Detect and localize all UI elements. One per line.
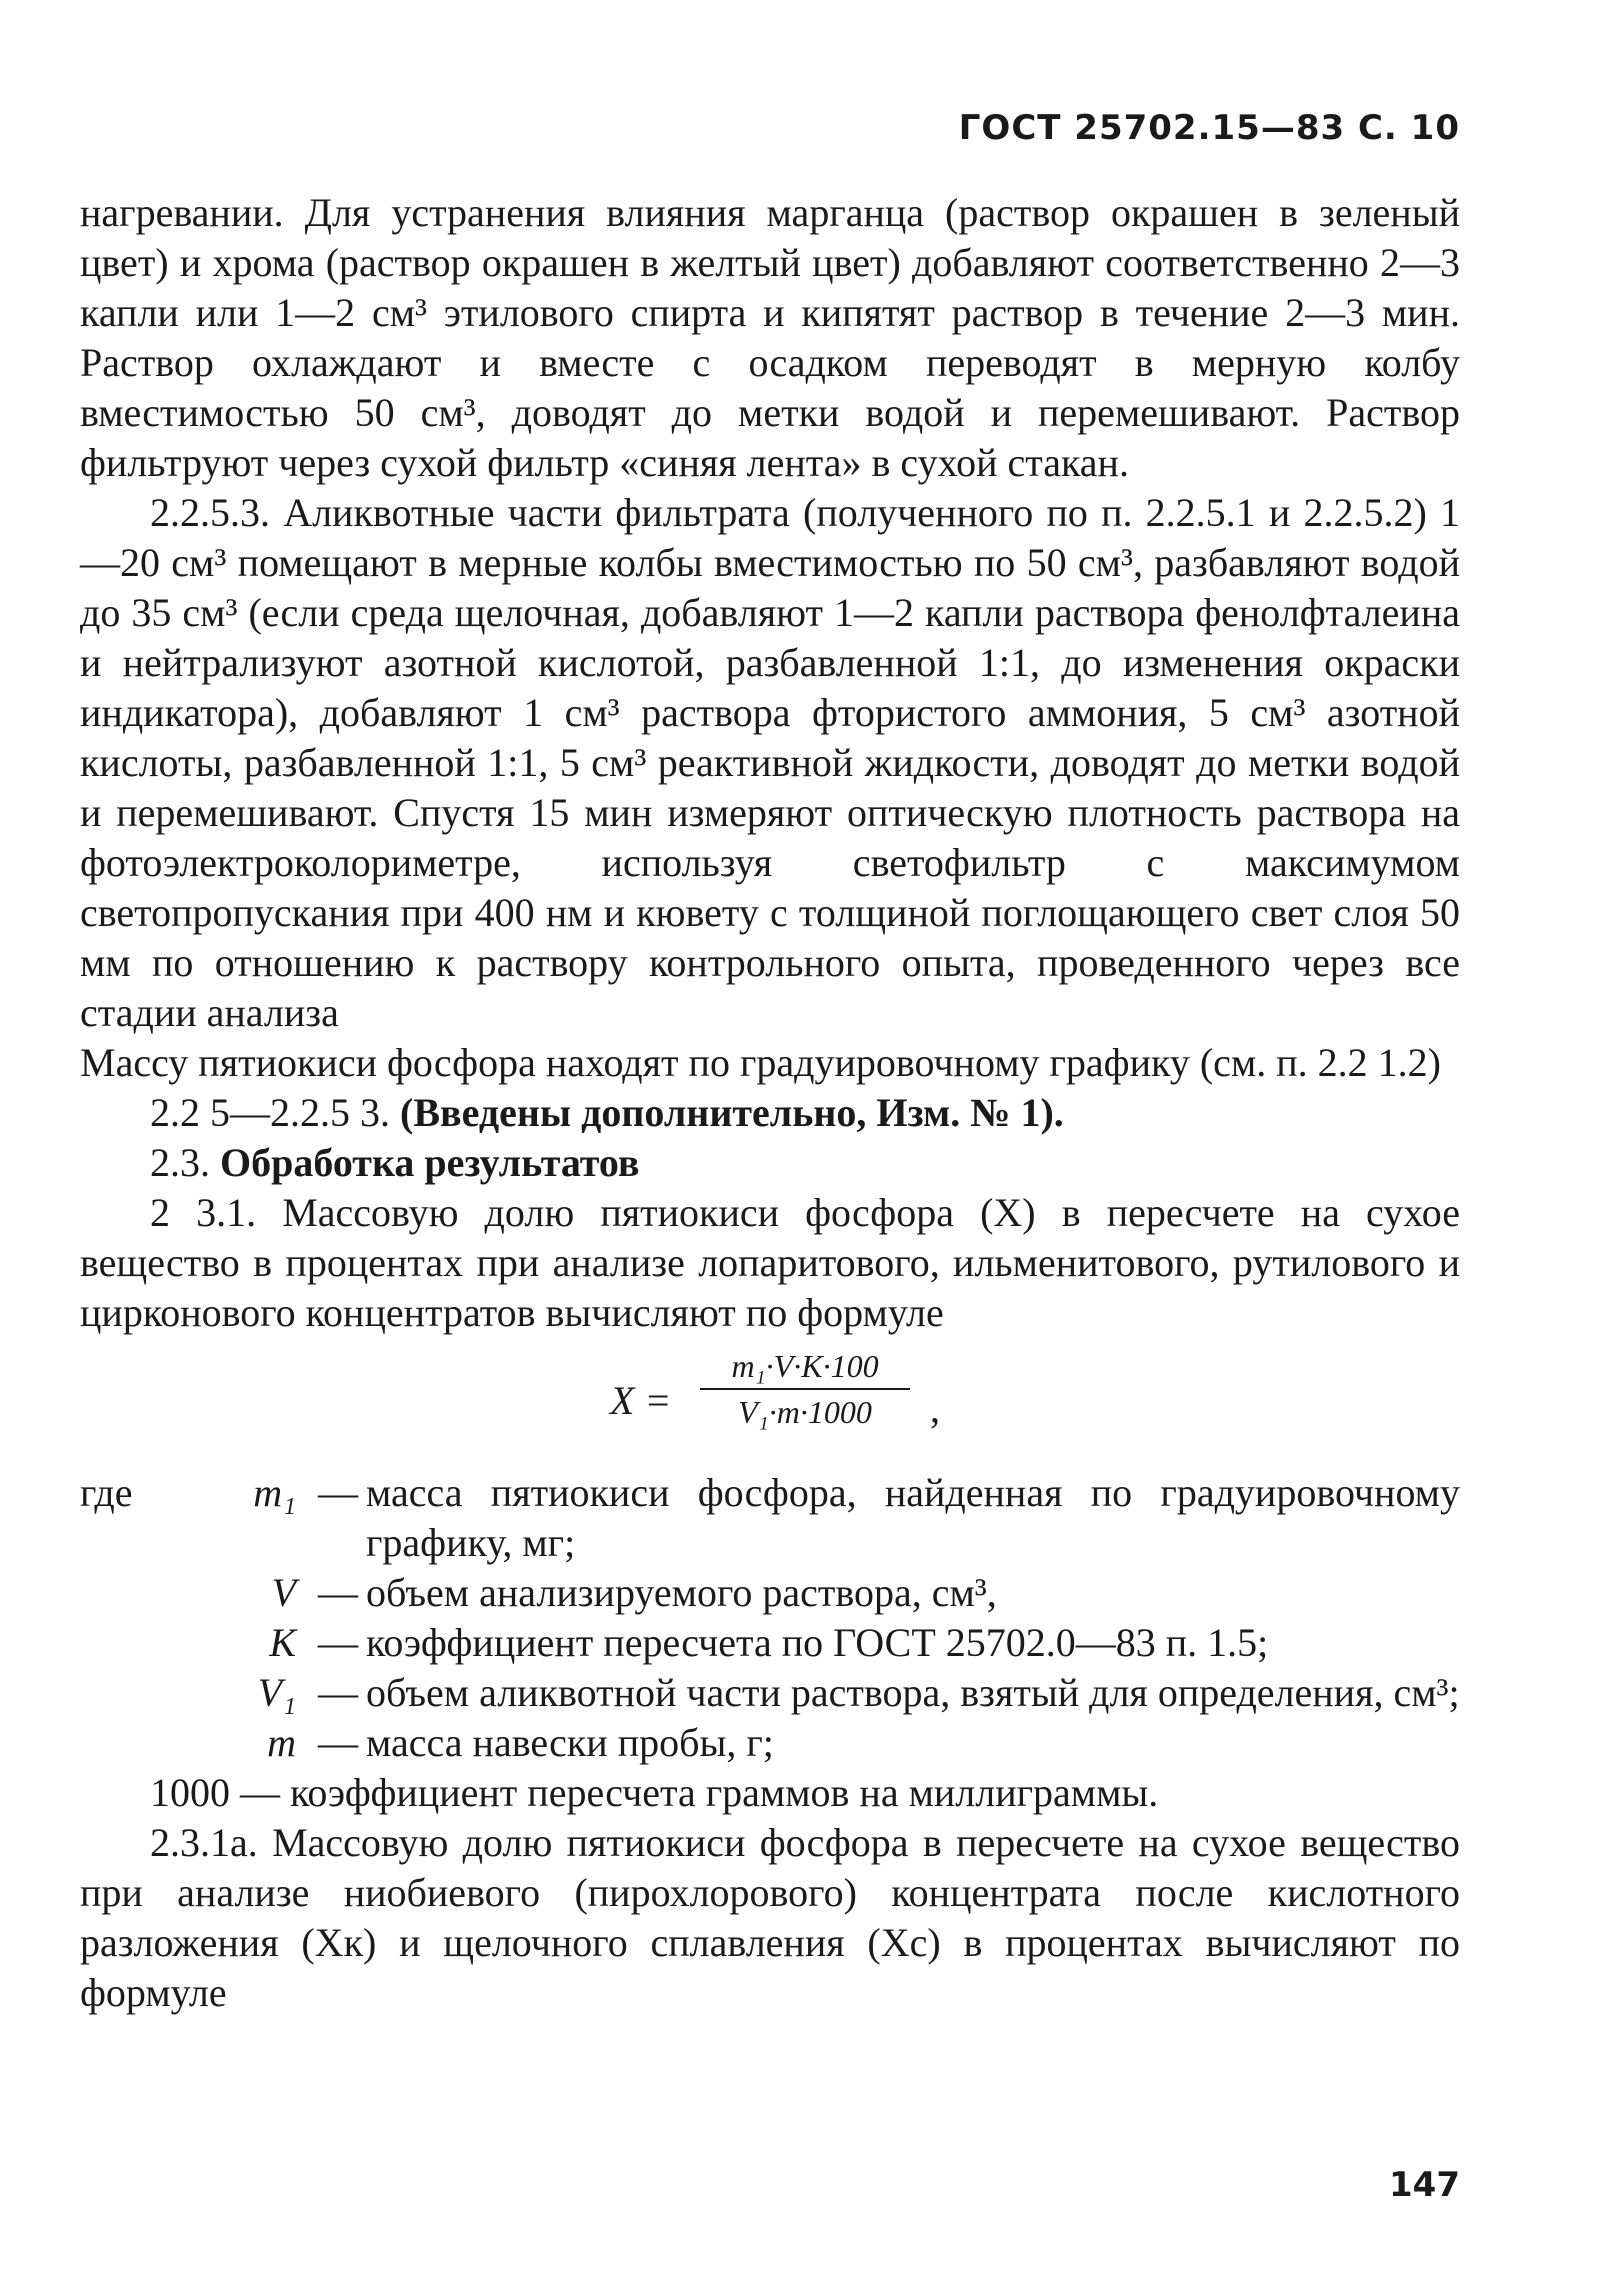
section-title: Обработка результатов (220, 1140, 640, 1185)
paragraph-amendment (80, 1088, 1460, 1138)
formula-lhs: X = (610, 1378, 672, 1423)
definition-text: объем анализируемого раствора, см³, (366, 1570, 997, 1615)
paragraph-mass-graph: Массу пятиокиси фосфора находят по градуировочному графику (см. п. 2.2 1.2) (80, 1040, 1441, 1085)
definition-text: объем аликвотной части раствора, взятый для определения, см³; (366, 1670, 1460, 1715)
definition-symbol: V (271, 1570, 296, 1615)
definition-text: масса пятиокиси фосфора, найденная по градуировочному графику, мг; (366, 1470, 1460, 1565)
paragraph-2-3-1: 2 3.1. Массовую долю пятиокиси фосфора (X) в пересчете на сухое вещество в процентах при анализе лопаритового, ильменитового, рутилового и цирконового концентратов вычисляют по формуле (80, 1190, 1460, 1335)
formula-denominator: V₁·m·1000 (738, 1394, 872, 1430)
definition-label (80, 1468, 310, 1568)
page-header: ГОСТ 25702.15—83 С. 10 (958, 108, 1460, 148)
document-page (80, 0, 1460, 2288)
formula-block (80, 1338, 1460, 1468)
fraction-bar (700, 1388, 910, 1390)
definitions-list (80, 1468, 1460, 1768)
page-number: 147 (1389, 2165, 1460, 2205)
formula-numerator: m₁·V·K·100 (731, 1348, 879, 1384)
paragraph-2-2-5-3: 2.2.5.3. Аликвотные части фильтрата (полученного по п. 2.2.5.1 и 2.2.5.2) 1—20 см³ помещают в мерные колбы вместимостью по 50 см³, разбавляют водой до 35 см³ (если среда щелочная, добавляют 1—2 капли раствора фенолфталеина и нейтрализуют азотной кислотой, разбавленной 1:1, до изменения окраски индикатора), добавляют 1 см³ раствора фтористого аммония, 5 см³ азотной кислоты, разбавленной 1:1, 5 см³ реактивной жидкости, доводят до метки водой и перемешивают. Спустя 15 мин измеряют оптическую плотность раствора на фотоэлектроколориметре, используя светофильтр с максимумом светопропускания при 400 нм и кювету с толщиной поглощающего свет слоя 50 мм по отношению к раствору контрольного опыта, проведенного через все стадии анализа (80, 490, 1460, 1035)
definition-row (80, 1568, 1460, 1618)
definition-dash: — (318, 1670, 358, 1715)
section-number: 2.3. (150, 1140, 220, 1185)
definition-symbol: m (267, 1720, 296, 1765)
definition-dash: — (318, 1470, 358, 1515)
amendment-note: (Введены дополнительно, Изм. № 1). (400, 1090, 1064, 1135)
definition-text: коэффициент пересчета по ГОСТ 25702.0—83 п. 1.5; (366, 1620, 1269, 1665)
formula-fraction (700, 1346, 910, 1432)
paragraph-conversion: 1000 — коэффициент пересчета граммов на миллиграммы. (150, 1770, 1159, 1815)
section-heading (80, 1138, 1460, 1188)
definition-symbol: V₁ (257, 1670, 296, 1715)
definition-row (80, 1668, 1460, 1718)
definition-row (80, 1718, 1460, 1768)
definition-dash: — (318, 1570, 358, 1615)
definition-text: масса навески пробы, г; (366, 1720, 774, 1765)
definition-row (80, 1618, 1460, 1668)
definition-row (80, 1468, 1460, 1568)
amendment-ref: 2.2 5—2.2.5 3. (150, 1090, 400, 1135)
paragraph-2-3-1a: 2.3.1а. Массовую долю пятиокиси фосфора в пересчете на сухое вещество при анализе ниобиевого (пирохлорового) концентрата после кислотного разложения (Xк) и щелочного сплавления (Xс) в процентах вычисляют по формуле (80, 1820, 1460, 2015)
paragraph-continuation: нагревании. Для устранения влияния марганца (раствор окрашен в зеленый цвет) и хрома (раствор окрашен в желтый цвет) добавляют соответственно 2—3 капли или 1—2 см³ этилового спирта и кипятят раствор в течение 2—3 мин. Раствор охлаждают и вместе с осадком переводят в мерную колбу вместимостью 50 см³, доводят до метки водой и перемешивают. Раствор фильтруют через сухой фильтр «синяя лента» в сухой стакан. (80, 190, 1460, 485)
where-word: где (80, 1470, 133, 1515)
document-body (80, 188, 1460, 2018)
formula-comma: , (930, 1386, 940, 1431)
definition-dash: — (318, 1620, 358, 1665)
definition-symbol: m₁ (253, 1470, 296, 1515)
definition-symbol: K (269, 1620, 296, 1665)
definition-dash: — (318, 1720, 358, 1765)
